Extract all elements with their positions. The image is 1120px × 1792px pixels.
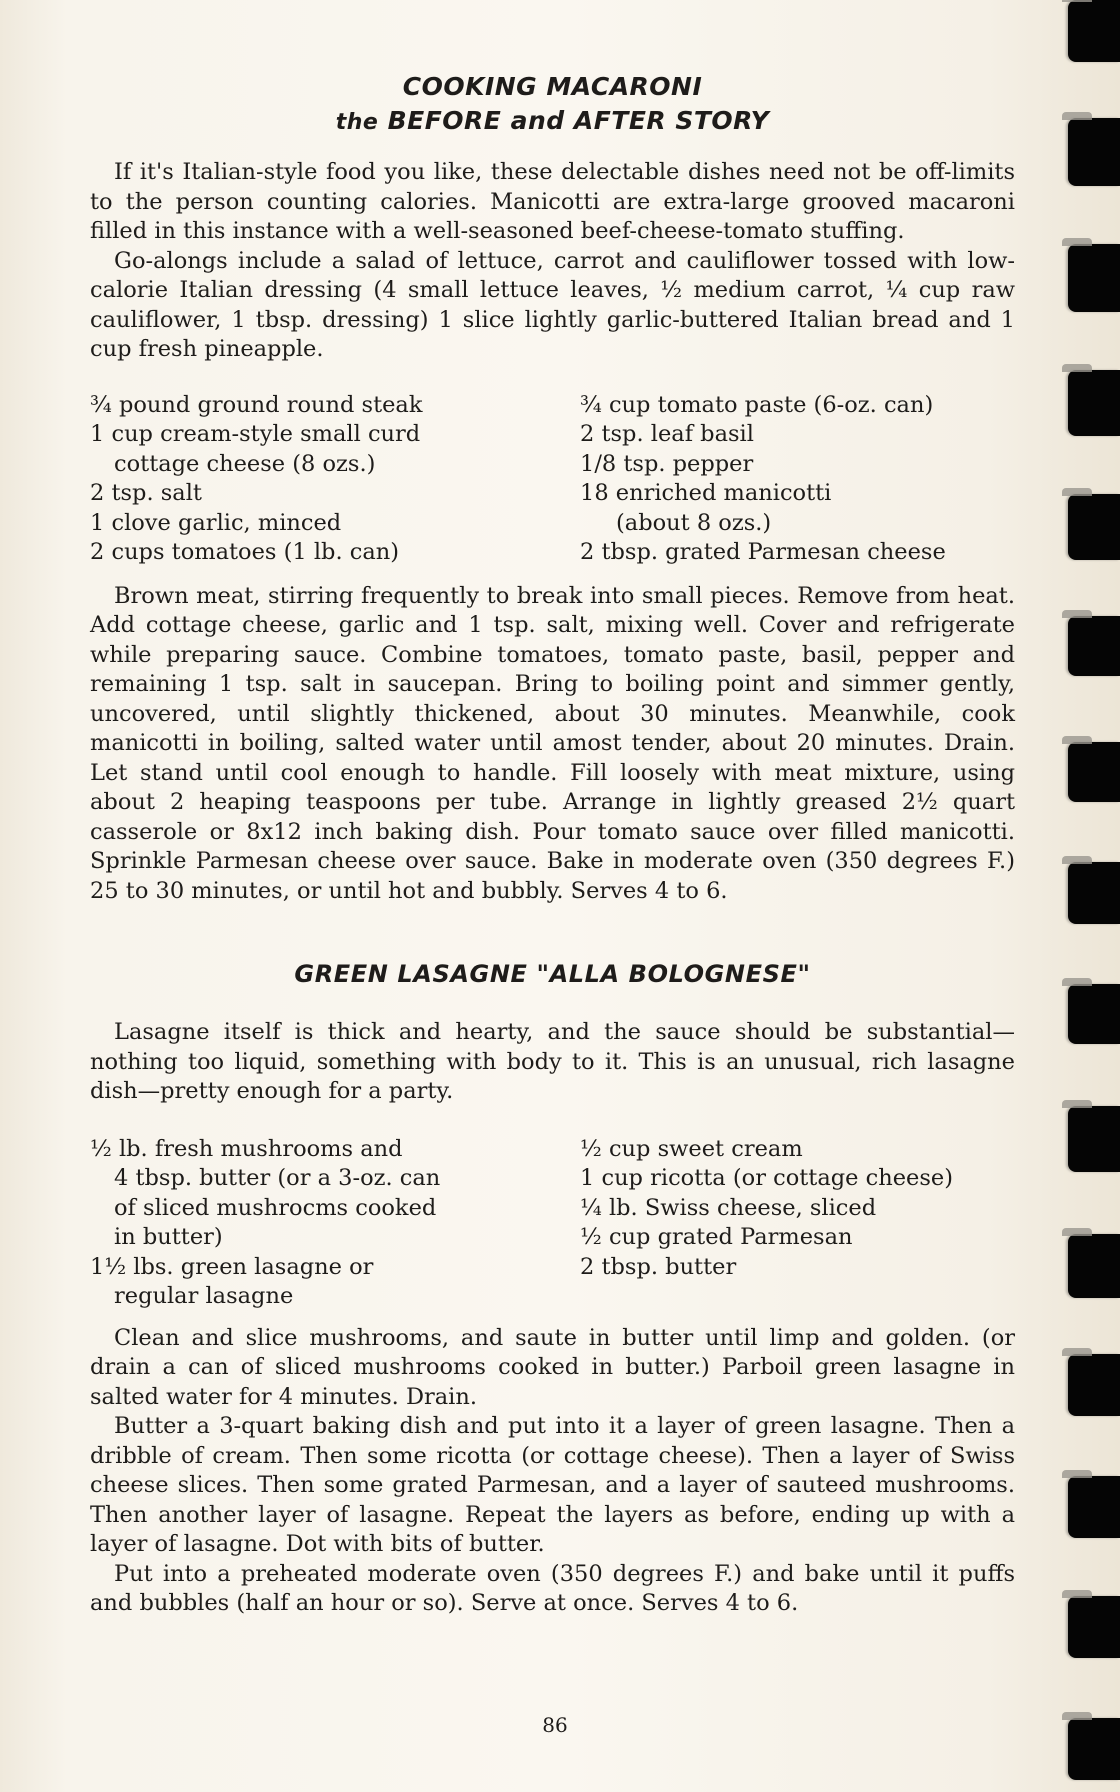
binding-coil	[1068, 862, 1120, 924]
recipe-intro: Lasagne itself is thick and hearty, and the sauce should be substantial—nothing too liquid, something with body to it. This is an unusual, rich lasagne dish—pretty enough for a party.	[90, 1019, 1015, 1104]
recipe-directions: Brown meat, stirring frequently to break into small pieces. Remove from heat. Add cottage cheese, garlic and 1 tsp. salt, mixing well. Cover and refrigerate while preparing sauce. Combine tomatoes, tomato paste, basil, pepper and remaining 1 tsp. salt in saucepan. Bring to boiling point and simmer gently, uncovered, until slightly thickened, about 30 minutes. Meanwhile, cook manicotti in boiling, salted water until amost tender, about 20 minutes. Drain. Let stand until cool enough to handle. Fill loosely with meat mixture, using about 2 heaping teaspoons per tube. Arrange in lightly greased 2½ quart casserole or 8x12 inch baking dish. Pour tomato sauce over filled manicotti. Sprinkle Parmesan cheese over sauce. Bake in moderate oven (350 degrees F.) 25 to 30 minutes, or until hot and bubbly. Serves 4 to 6.	[90, 582, 1015, 904]
ingredient-item: ½ cup grated Parmesan	[580, 1224, 853, 1250]
ingredient-item: 1/8 tsp. pepper	[580, 450, 754, 477]
binding-coil	[1068, 616, 1120, 676]
recipe-directions	[90, 1324, 1015, 1619]
ingredient-column-left	[90, 1135, 580, 1312]
ingredient-item: (about 8 ozs.)	[616, 509, 772, 536]
binding-coil	[1068, 370, 1120, 436]
ingredient-item: 1 clove garlic, minced	[90, 509, 342, 536]
ingredient-column-left	[90, 391, 580, 568]
title-line-2	[90, 104, 1015, 140]
ingredient-item: of sliced mushrocms cooked	[114, 1194, 437, 1221]
binding-coil	[1068, 0, 1120, 62]
intro-paragraph: Go-alongs include a salad of lettuce, carrot and cauliflower tossed with low-calorie Italian dressing (4 small lettuce leaves, ½ medium carrot, ¼ cup raw cauliflower, 1 tbsp. dressing) 1 slice lightly garlic-buttered Italian bread and 1 cup fresh pineapple.	[90, 247, 1015, 362]
ingredient-item: ½ lb. fresh mushrooms and	[90, 1135, 403, 1162]
ingredient-item: 2 tbsp. butter	[580, 1253, 737, 1280]
binding-coil	[1068, 1234, 1120, 1298]
intro-paragraph: If it's Italian-style food you like, these delectable dishes need not be off-limits to the person counting calories. Manicotti are extra-large grooved macaroni filled in this instance with a well-seasoned beef-cheese-tomato stuffing.	[90, 159, 1015, 244]
page-number: 86	[542, 1713, 568, 1737]
binding-coil	[1068, 118, 1120, 186]
binding-coil	[1068, 244, 1120, 312]
ingredient-item: 2 tsp. salt	[90, 480, 202, 506]
ingredient-item: regular lasagne	[114, 1283, 294, 1309]
direction-paragraph: Put into a preheated moderate oven (350 degrees F.) and bake until it puffs and bubbles (half an hour or so). Serve at once. Serves 4 to 6.	[90, 1560, 1015, 1616]
ingredient-item: 2 tsp. leaf basil	[580, 421, 754, 447]
ingredient-list	[90, 1135, 1015, 1312]
binding-coil	[1068, 984, 1120, 1044]
ingredient-item: 1½ lbs. green lasagne or	[90, 1253, 374, 1280]
spiral-binding	[1062, 0, 1120, 1792]
section-title: GREEN LASAGNE "ALLA BOLOGNESE"	[294, 960, 811, 988]
ingredient-item: cottage cheese (8 ozs.)	[114, 450, 376, 477]
direction-paragraph: Clean and slice mushrooms, and saute in butter until limp and golden. (or drain a can of sliced mushrooms cooked in butter.) Parboil green lasagne in salted water for 4 minutes. Drain.	[90, 1324, 1015, 1410]
binding-coil	[1068, 1476, 1120, 1538]
ingredient-item: 4 tbsp. butter (or a 3-oz. can	[114, 1165, 441, 1191]
ingredient-item: 1 cup ricotta (or cottage cheese)	[580, 1165, 953, 1191]
ingredient-column-right	[580, 391, 1015, 568]
binding-coil	[1068, 742, 1120, 802]
ingredient-item: in butter)	[114, 1224, 223, 1250]
title-prefix: the	[335, 110, 379, 135]
ingredient-item: ¾ pound ground round steak	[90, 391, 423, 418]
title-line-1: COOKING MACARONI	[402, 72, 703, 101]
ingredient-item: 1 cup cream-style small curd	[90, 421, 421, 447]
binding-coil	[1068, 1596, 1120, 1658]
ingredient-item: 2 cups tomatoes (1 lb. can)	[90, 539, 400, 565]
binding-coil	[1068, 1354, 1120, 1416]
binding-coil	[1068, 494, 1120, 560]
ingredient-list	[90, 391, 1015, 568]
ingredient-item: 2 tbsp. grated Parmesan cheese	[580, 539, 946, 565]
page-content	[90, 70, 1015, 1619]
direction-paragraph: Butter a 3-quart baking dish and put into it a layer of green lasagne. Then a dribble of cream. Then some ricotta (or cottage cheese). Then a layer of Swiss cheese slices. Then some grated Parmesan, and a layer of sauteed mushrooms. Then another layer of lasagne. Repeat the layers as before, ending up with a layer of lasagne. Dot with bits of butter.	[90, 1413, 1015, 1557]
binding-coil	[1068, 1106, 1120, 1172]
recipe-intro	[90, 158, 1015, 365]
recipe-title	[90, 70, 1015, 140]
ingredient-column-right	[580, 1135, 1015, 1312]
ingredient-item: 18 enriched manicotti	[580, 480, 832, 506]
title-main: BEFORE and AFTER STORY	[387, 106, 770, 135]
ingredient-item: ¾ cup tomato paste (6-oz. can)	[580, 391, 934, 418]
ingredient-item: ½ cup sweet cream	[580, 1135, 803, 1162]
ingredient-item: ¼ lb. Swiss cheese, sliced	[580, 1194, 877, 1221]
